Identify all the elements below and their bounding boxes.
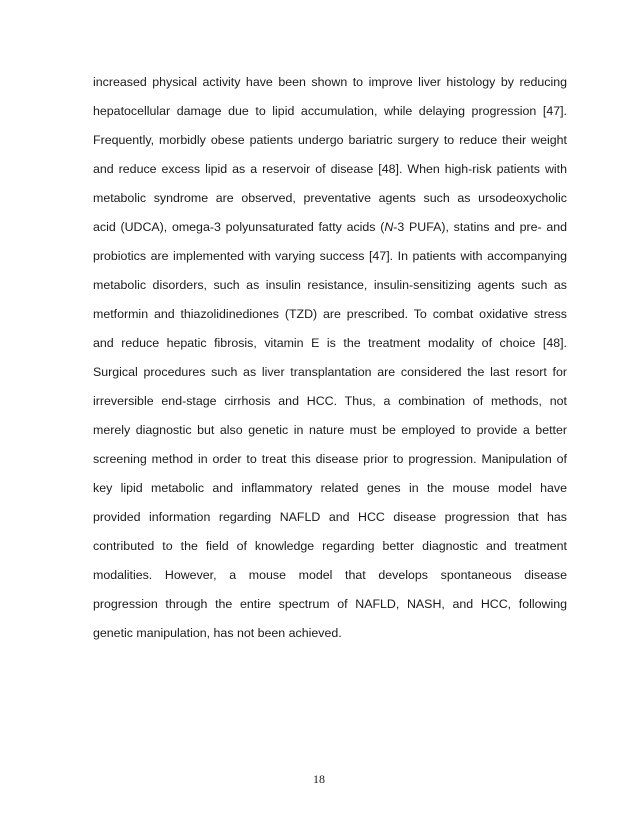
- text-line: Frequently, morbidly obese patients undergo bariatric surgery to reduce their weight: [93, 133, 567, 147]
- text-line: and reduce excess lipid as a reservoir of disease [48]. When high-risk patients with: [93, 162, 567, 176]
- italic-symbol: N: [384, 220, 394, 234]
- text-line: progression through the entire spectrum of NAFLD, NASH, and HCC, following: [93, 597, 567, 611]
- text-line: irreversible end-stage cirrhosis and HCC. Thus, a combination of methods, not: [93, 394, 567, 408]
- text-line: genetic manipulation, has not been achieved.: [93, 626, 342, 640]
- text-segment: -3 PUFA), statins and pre- and: [393, 220, 567, 234]
- text-line: and reduce hepatic fibrosis, vitamin E is the treatment modality of choice [48].: [93, 336, 567, 350]
- text-line: metformin and thiazolidinediones (TZD) are prescribed. To combat oxidative stress: [93, 307, 567, 321]
- text-line: [93, 213, 567, 242]
- text-line: key lipid metabolic and inflammatory related genes in the mouse model have: [93, 481, 567, 495]
- text-line: metabolic syndrome are observed, preventative agents such as ursodeoxycholic: [93, 191, 567, 205]
- text-line: hepatocellular damage due to lipid accumulation, while delaying progression [47].: [93, 104, 567, 118]
- body-paragraph: [93, 68, 567, 648]
- text-line: Surgical procedures such as liver transplantation are considered the last resort for: [93, 365, 567, 379]
- text-line: provided information regarding NAFLD and HCC disease progression that has: [93, 510, 567, 524]
- text-segment: acid (UDCA), omega-3 polyunsaturated fatty acids (: [93, 220, 385, 234]
- text-line: probiotics are implemented with varying success [47]. In patients with accompanying: [93, 249, 567, 263]
- text-line: contributed to the field of knowledge regarding better diagnostic and treatment: [93, 539, 567, 553]
- text-line: metabolic disorders, such as insulin resistance, insulin-sensitizing agents such as: [93, 278, 567, 292]
- text-line: modalities. However, a mouse model that develops spontaneous disease: [93, 568, 567, 582]
- text-line: merely diagnostic but also genetic in nature must be employed to provide a better: [93, 423, 567, 437]
- text-line: screening method in order to treat this disease prior to progression. Manipulation of: [93, 452, 567, 466]
- text-line: increased physical activity have been shown to improve liver histology by reducing: [93, 75, 567, 89]
- page-number: 18: [313, 772, 325, 786]
